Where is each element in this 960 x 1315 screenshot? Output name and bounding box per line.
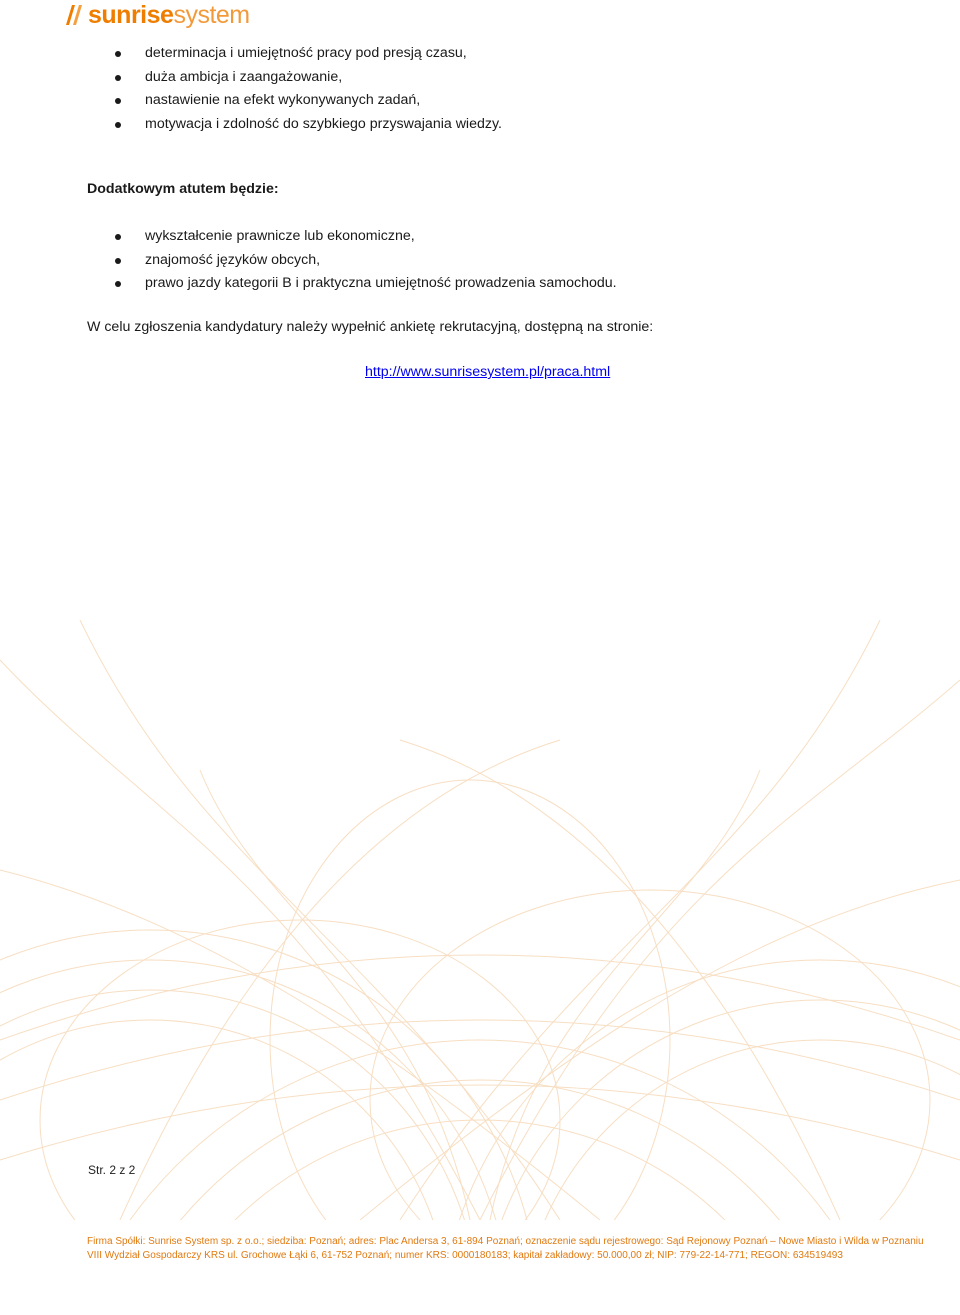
bullet-icon bbox=[115, 51, 121, 57]
additional-assets-list bbox=[114, 225, 617, 296]
application-paragraph: W celu zgłoszenia kandydatury należy wypełnić ankietę rekrutacyjną, dostępną na stronie: bbox=[87, 319, 654, 335]
list-item: prawo jazdy kategorii B i praktyczna umiejętność prowadzenia samochodu. bbox=[114, 272, 617, 296]
background-watermark bbox=[0, 620, 960, 1220]
bullet-icon bbox=[115, 234, 121, 240]
section-heading: Dodatkowym atutem będzie: bbox=[87, 181, 279, 197]
sunrise-system-logo bbox=[62, 2, 250, 28]
list-item: nastawienie na efekt wykonywanych zadań, bbox=[114, 89, 502, 113]
page-number: Str. 2 z 2 bbox=[88, 1163, 136, 1177]
list-item: znajomość języków obcych, bbox=[114, 249, 617, 273]
list-item: duża ambicja i zaangażowanie, bbox=[114, 66, 502, 90]
recruitment-link[interactable]: http://www.sunrisesystem.pl/praca.html bbox=[365, 364, 611, 380]
logo-text: sunrisesystem bbox=[88, 1, 250, 29]
bullet-icon bbox=[115, 122, 121, 128]
footer-line: VIII Wydział Gospodarczy KRS ul. Grochowe Łąki 6, 61-752 Poznań; numer KRS: 0000180183; kapitał zakładowy: 50.000,00 zł; NIP: 779-22-14-771; REGON: 634519493 bbox=[87, 1249, 843, 1261]
bullet-icon bbox=[115, 281, 121, 287]
bullet-icon bbox=[115, 258, 121, 264]
company-footer bbox=[87, 1235, 924, 1262]
list-item: determinacja i umiejętność pracy pod presją czasu, bbox=[114, 42, 502, 66]
bullet-icon bbox=[115, 75, 121, 81]
bullet-icon bbox=[115, 98, 121, 104]
footer-line: Firma Spółki: Sunrise System sp. z o.o.; siedziba: Poznań; adres: Plac Andersa 3, 61-894 Poznań; oznaczenie sądu rejestrowego: Sąd Rejonowy Poznań – Nowe Miasto i Wilda w Poznaniu bbox=[87, 1236, 924, 1247]
logo-swoosh-icon bbox=[62, 3, 86, 27]
list-item: motywacja i zdolność do szybkiego przyswajania wiedzy. bbox=[114, 113, 502, 137]
requirements-list bbox=[114, 42, 502, 136]
list-item: wykształcenie prawnicze lub ekonomiczne, bbox=[114, 225, 617, 249]
